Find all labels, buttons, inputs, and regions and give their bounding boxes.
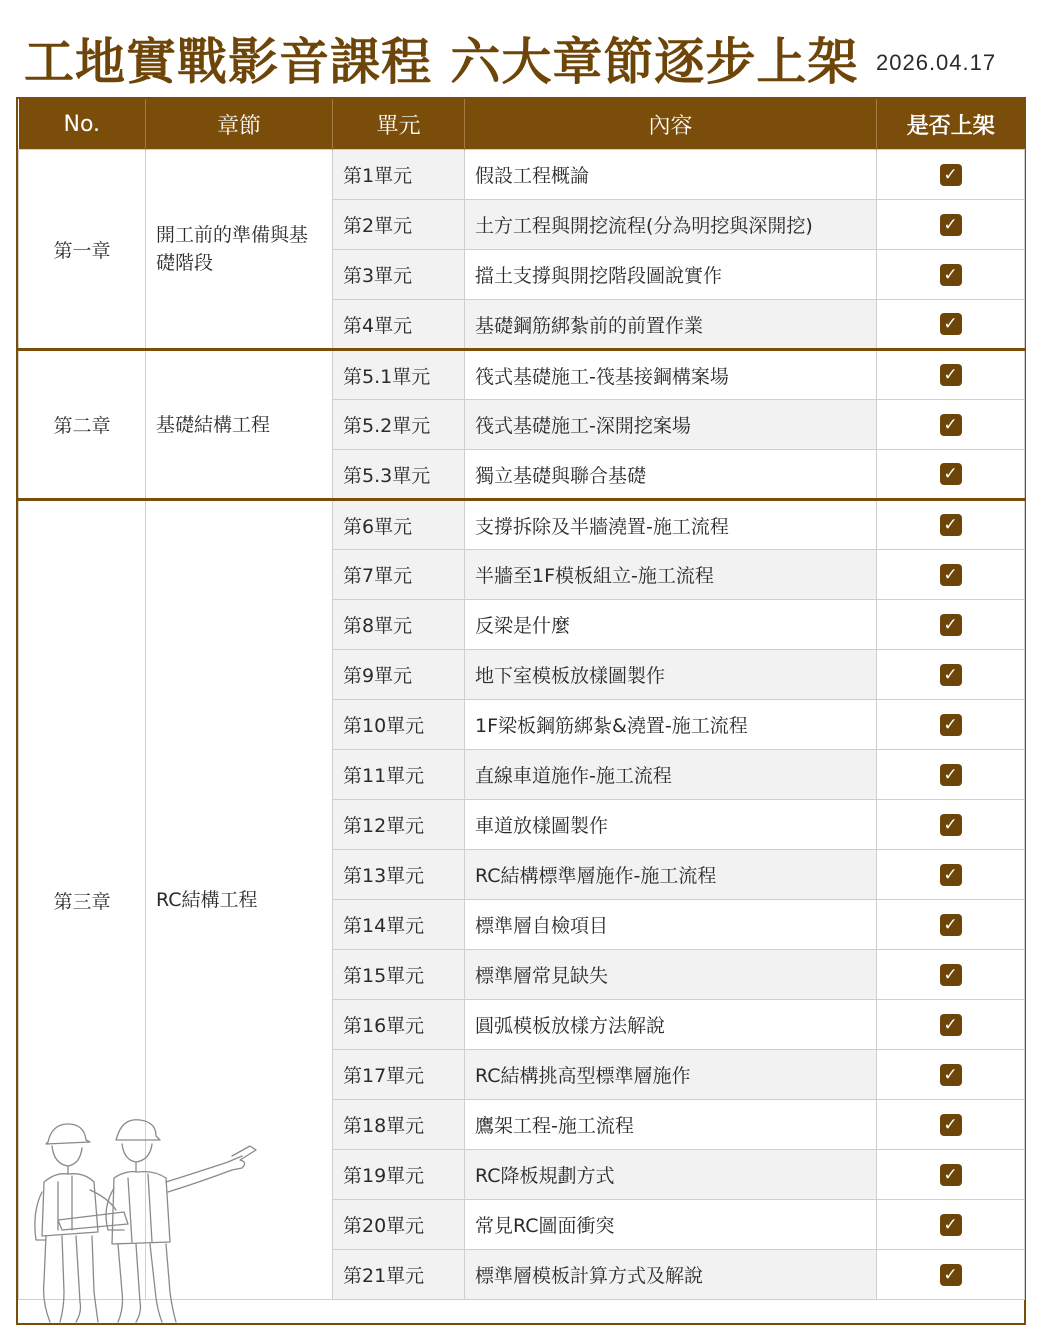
- unit-cell: 第1單元: [333, 150, 465, 200]
- table-row: [19, 350, 1025, 400]
- content-cell: 直線車道施作-施工流程: [465, 750, 877, 800]
- content-cell: 標準層常見缺失: [465, 950, 877, 1000]
- published-cell: [877, 1100, 1025, 1150]
- header-chapter: 章節: [146, 99, 333, 150]
- checkbox-checked-icon: ✓: [940, 1164, 962, 1186]
- published-cell: [877, 350, 1025, 400]
- checkbox-checked-icon: ✓: [940, 1214, 962, 1236]
- unit-cell: 第14單元: [333, 900, 465, 950]
- checkbox-checked-icon: ✓: [940, 214, 962, 236]
- published-cell: [877, 550, 1025, 600]
- unit-cell: 第21單元: [333, 1250, 465, 1300]
- content-cell: 土方工程與開挖流程(分為明挖與深開挖): [465, 200, 877, 250]
- table-row: [19, 500, 1025, 550]
- checkbox-checked-icon: ✓: [940, 414, 962, 436]
- content-cell: 標準層自檢項目: [465, 900, 877, 950]
- table-header-row: [19, 99, 1025, 150]
- published-cell: [877, 600, 1025, 650]
- chapter-name: 基礎結構工程: [146, 350, 333, 500]
- checkbox-checked-icon: ✓: [940, 614, 962, 636]
- content-cell: RC結構標準層施作-施工流程: [465, 850, 877, 900]
- unit-cell: 第5.3單元: [333, 450, 465, 500]
- checkbox-checked-icon: ✓: [940, 514, 962, 536]
- header-no: No.: [19, 99, 146, 150]
- unit-cell: 第5.2單元: [333, 400, 465, 450]
- checkbox-checked-icon: ✓: [940, 914, 962, 936]
- checkbox-checked-icon: ✓: [940, 864, 962, 886]
- content-cell: 鷹架工程-施工流程: [465, 1100, 877, 1150]
- published-cell: [877, 1200, 1025, 1250]
- checkbox-checked-icon: ✓: [940, 313, 962, 335]
- published-cell: [877, 200, 1025, 250]
- table-row: [19, 150, 1025, 200]
- checkbox-checked-icon: ✓: [940, 1064, 962, 1086]
- content-cell: 基礎鋼筋綁紮前的前置作業: [465, 300, 877, 350]
- published-cell: [877, 150, 1025, 200]
- checkbox-checked-icon: ✓: [940, 764, 962, 786]
- content-cell: 筏式基礎施工-筏基接鋼構案場: [465, 350, 877, 400]
- checkbox-checked-icon: ✓: [940, 463, 962, 485]
- header-published: 是否上架: [877, 99, 1025, 150]
- unit-cell: 第9單元: [333, 650, 465, 700]
- header-unit: 單元: [333, 99, 465, 150]
- content-cell: 圓弧模板放樣方法解說: [465, 1000, 877, 1050]
- published-cell: [877, 750, 1025, 800]
- published-cell: [877, 500, 1025, 550]
- checkbox-checked-icon: ✓: [940, 814, 962, 836]
- content-cell: 支撐拆除及半牆澆置-施工流程: [465, 500, 877, 550]
- content-cell: 車道放樣圖製作: [465, 800, 877, 850]
- published-cell: [877, 450, 1025, 500]
- unit-cell: 第5.1單元: [333, 350, 465, 400]
- unit-cell: 第8單元: [333, 600, 465, 650]
- unit-cell: 第4單元: [333, 300, 465, 350]
- unit-cell: 第18單元: [333, 1100, 465, 1150]
- published-cell: [877, 950, 1025, 1000]
- construction-workers-illustration: [28, 1112, 268, 1324]
- unit-cell: 第15單元: [333, 950, 465, 1000]
- checkbox-checked-icon: ✓: [940, 1264, 962, 1286]
- published-cell: [877, 250, 1025, 300]
- unit-cell: 第17單元: [333, 1050, 465, 1100]
- checkbox-checked-icon: ✓: [940, 564, 962, 586]
- content-cell: 標準層模板計算方式及解說: [465, 1250, 877, 1300]
- unit-cell: 第13單元: [333, 850, 465, 900]
- unit-cell: 第12單元: [333, 800, 465, 850]
- content-cell: 擋土支撐與開挖階段圖說實作: [465, 250, 877, 300]
- checkbox-checked-icon: ✓: [940, 1014, 962, 1036]
- content-cell: 半牆至1F模板組立-施工流程: [465, 550, 877, 600]
- published-cell: [877, 650, 1025, 700]
- unit-cell: 第11單元: [333, 750, 465, 800]
- published-cell: [877, 1250, 1025, 1300]
- chapter-name: RC結構工程: [146, 500, 333, 1300]
- checkbox-checked-icon: ✓: [940, 364, 962, 386]
- chapter-number: 第一章: [19, 150, 146, 350]
- published-cell: [877, 700, 1025, 750]
- checkbox-checked-icon: ✓: [940, 714, 962, 736]
- unit-cell: 第7單元: [333, 550, 465, 600]
- published-cell: [877, 1050, 1025, 1100]
- checkbox-checked-icon: ✓: [940, 964, 962, 986]
- header-content: 內容: [465, 99, 877, 150]
- chapter-name: 開工前的準備與基礎階段: [146, 150, 333, 350]
- unit-cell: 第10單元: [333, 700, 465, 750]
- published-cell: [877, 300, 1025, 350]
- published-cell: [877, 400, 1025, 450]
- unit-cell: 第16單元: [333, 1000, 465, 1050]
- content-cell: 反梁是什麼: [465, 600, 877, 650]
- page-title: 工地實戰影音課程 六大章節逐步上架: [24, 32, 859, 91]
- publish-date: 2026.04.17: [876, 50, 997, 75]
- checkbox-checked-icon: ✓: [940, 264, 962, 286]
- content-cell: 筏式基礎施工-深開挖案場: [465, 400, 877, 450]
- checkbox-checked-icon: ✓: [940, 164, 962, 186]
- published-cell: [877, 850, 1025, 900]
- checkbox-checked-icon: ✓: [940, 664, 962, 686]
- content-cell: 假設工程概論: [465, 150, 877, 200]
- content-cell: 地下室模板放樣圖製作: [465, 650, 877, 700]
- content-cell: 1F梁板鋼筋綁紮&澆置-施工流程: [465, 700, 877, 750]
- unit-cell: 第3單元: [333, 250, 465, 300]
- published-cell: [877, 1150, 1025, 1200]
- content-cell: RC降板規劃方式: [465, 1150, 877, 1200]
- chapter-number: 第三章: [19, 500, 146, 1300]
- chapter-number: 第二章: [19, 350, 146, 500]
- content-cell: 獨立基礎與聯合基礎: [465, 450, 877, 500]
- content-cell: RC結構挑高型標準層施作: [465, 1050, 877, 1100]
- unit-cell: 第2單元: [333, 200, 465, 250]
- checkbox-checked-icon: ✓: [940, 1114, 962, 1136]
- published-cell: [877, 800, 1025, 850]
- unit-cell: 第6單元: [333, 500, 465, 550]
- published-cell: [877, 1000, 1025, 1050]
- published-cell: [877, 900, 1025, 950]
- unit-cell: 第19單元: [333, 1150, 465, 1200]
- content-cell: 常見RC圖面衝突: [465, 1200, 877, 1250]
- unit-cell: 第20單元: [333, 1200, 465, 1250]
